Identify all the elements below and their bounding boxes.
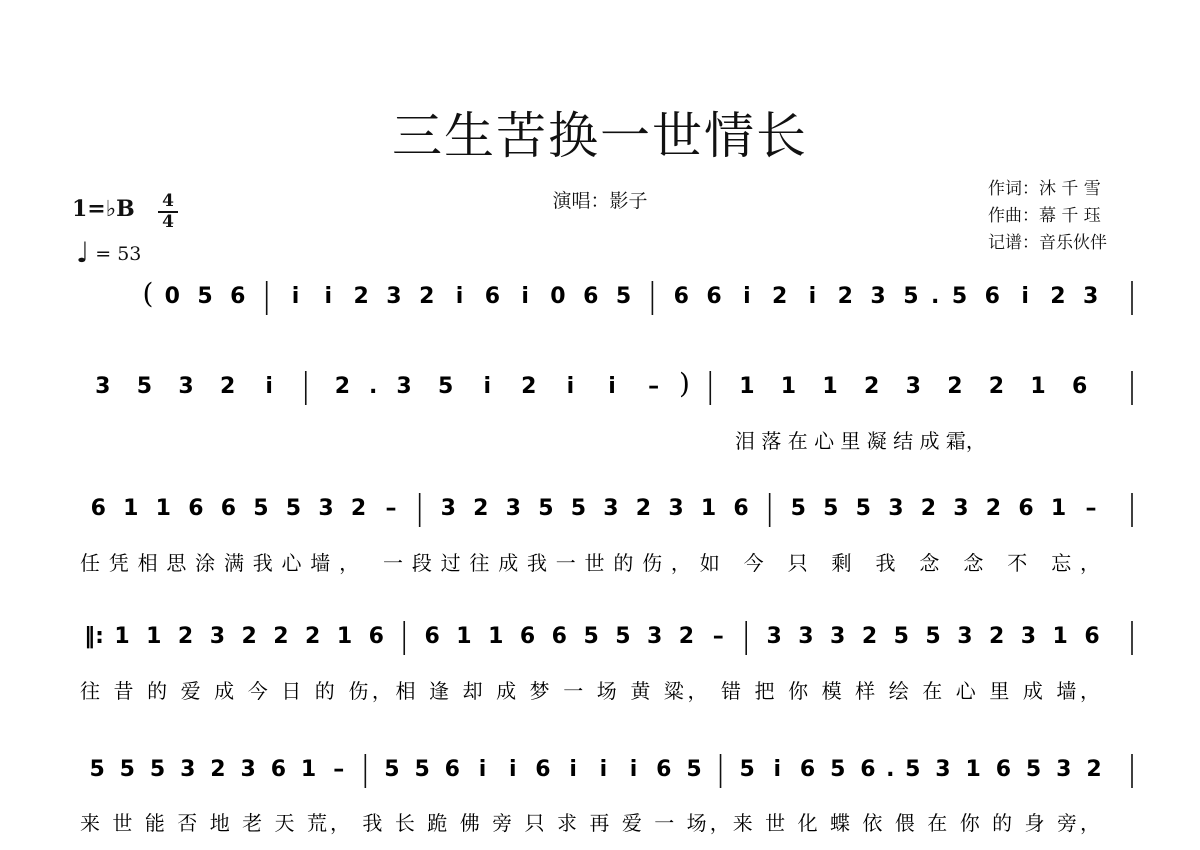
note: 3 bbox=[1083, 284, 1099, 309]
note: 3 bbox=[209, 624, 226, 649]
note: i bbox=[508, 757, 517, 782]
note: i bbox=[569, 757, 577, 782]
note: 5 bbox=[89, 757, 105, 782]
note: 2 bbox=[177, 624, 194, 649]
note: 3 bbox=[668, 496, 684, 521]
note: 5 bbox=[855, 496, 871, 521]
note: 6 bbox=[220, 496, 237, 521]
note: 3 bbox=[1020, 624, 1037, 649]
note: 6 bbox=[484, 284, 501, 309]
dash: – bbox=[1085, 496, 1097, 521]
note: 2 bbox=[988, 374, 1005, 399]
repeat-sign: ‖: bbox=[84, 624, 104, 649]
lyric-line: 往 昔 的 爱 成 今 日 的 伤，相 逢 却 成 梦 一 场 黄 粱， 错 把 你 模 样 绘 在 心 里 成 墙， bbox=[80, 679, 1100, 703]
note: 2 bbox=[861, 624, 878, 649]
note: 2 bbox=[334, 374, 351, 399]
note: 3 bbox=[798, 624, 814, 649]
score-row bbox=[80, 754, 1132, 835]
note: 5 bbox=[285, 496, 302, 521]
note: i bbox=[808, 284, 817, 309]
note: 6 bbox=[799, 757, 816, 782]
note: i bbox=[483, 374, 491, 399]
note: 2 bbox=[419, 284, 435, 309]
note: 1 bbox=[739, 374, 755, 399]
note: 3 bbox=[95, 374, 111, 399]
quarter-note-icon: ♩ bbox=[76, 236, 90, 269]
note: 3 bbox=[178, 374, 194, 399]
score-row bbox=[142, 277, 1132, 315]
note: 1 bbox=[336, 624, 353, 649]
note: 6 bbox=[860, 757, 876, 782]
note: 5 bbox=[739, 757, 755, 782]
note: 5 bbox=[437, 374, 454, 399]
note: 1 bbox=[123, 496, 139, 521]
note: 3 bbox=[603, 496, 619, 521]
note: 1 bbox=[1030, 374, 1046, 399]
note: 2 bbox=[1050, 284, 1066, 309]
note: 2 bbox=[947, 374, 963, 399]
dot: . bbox=[931, 284, 940, 309]
note: 1 bbox=[456, 624, 472, 649]
dash: – bbox=[385, 496, 397, 521]
note: 1 bbox=[822, 374, 838, 399]
note: 5 bbox=[925, 624, 941, 649]
tempo-value: 53 bbox=[117, 243, 142, 265]
note: 2 bbox=[771, 284, 788, 309]
note: 2 bbox=[353, 284, 369, 309]
lyric-line: 泪 落 在 心 里 凝 结 成 霜， bbox=[735, 429, 986, 453]
note: i bbox=[599, 757, 608, 782]
note: 3 bbox=[505, 496, 521, 521]
note: i bbox=[566, 374, 575, 399]
note: i bbox=[291, 284, 300, 309]
note: 5 bbox=[951, 284, 968, 309]
note: 1 bbox=[146, 624, 162, 649]
note: 5 bbox=[136, 374, 153, 399]
score-row bbox=[80, 621, 1132, 703]
note: 6 bbox=[706, 284, 722, 309]
note: 3 bbox=[396, 374, 412, 399]
note: 1 bbox=[780, 374, 797, 399]
note: 3 bbox=[953, 496, 969, 521]
note: 1 bbox=[300, 757, 317, 782]
note: 2 bbox=[863, 374, 880, 399]
note: 5 bbox=[538, 496, 554, 521]
note: 2 bbox=[219, 374, 236, 399]
note: 2 bbox=[273, 624, 289, 649]
note: i bbox=[324, 284, 333, 309]
note: 5 bbox=[414, 757, 430, 782]
note: 3 bbox=[386, 284, 402, 309]
note: 6 bbox=[1018, 496, 1034, 521]
note: 3 bbox=[1056, 757, 1072, 782]
note: i bbox=[629, 757, 638, 782]
note: 5 bbox=[830, 757, 846, 782]
note: 1 bbox=[1052, 624, 1068, 649]
note: i bbox=[521, 284, 529, 309]
score-rows bbox=[80, 277, 1132, 835]
note: 1 bbox=[488, 624, 504, 649]
note: 5 bbox=[1025, 757, 1042, 782]
note: 1 bbox=[114, 624, 130, 649]
note: 3 bbox=[905, 374, 921, 399]
note: 2 bbox=[635, 496, 652, 521]
transcriber-credit: 记谱：音乐伙伴 bbox=[988, 233, 1107, 253]
note: 5 bbox=[570, 496, 587, 521]
key-signature: 1=♭B bbox=[72, 196, 135, 222]
note: 6 bbox=[519, 624, 536, 649]
note: 5 bbox=[615, 624, 631, 649]
note: 5 bbox=[384, 757, 400, 782]
note: 5 bbox=[903, 284, 919, 309]
note: 3 bbox=[180, 757, 196, 782]
note: 6 bbox=[733, 496, 749, 521]
note: i bbox=[455, 284, 464, 309]
note: 3 bbox=[766, 624, 782, 649]
singer-credit: 演唱：影子 bbox=[552, 190, 648, 212]
note: i bbox=[265, 374, 273, 399]
paren: ( bbox=[142, 277, 154, 310]
lyric-line: 任凭相思涂满我心墙， 一段过往成我一世的伤，如 今 只 剩 我 念 念 不 忘， bbox=[80, 551, 1100, 575]
note: 0 bbox=[164, 284, 180, 309]
note: 5 bbox=[197, 284, 213, 309]
dot: . bbox=[886, 757, 895, 782]
time-signature-top: 4 bbox=[162, 191, 174, 211]
note: 5 bbox=[149, 757, 166, 782]
note: 5 bbox=[615, 284, 632, 309]
note: 6 bbox=[984, 284, 1000, 309]
note: 6 bbox=[270, 757, 287, 782]
note: 5 bbox=[790, 496, 806, 521]
note: 5 bbox=[893, 624, 909, 649]
note: 1 bbox=[155, 496, 171, 521]
note: 3 bbox=[870, 284, 886, 309]
note: 6 bbox=[535, 757, 551, 782]
note: 3 bbox=[888, 496, 904, 521]
note: 5 bbox=[253, 496, 269, 521]
note: 5 bbox=[823, 496, 839, 521]
note: 5 bbox=[686, 757, 702, 782]
dot: . bbox=[369, 374, 378, 399]
note: 3 bbox=[318, 496, 334, 521]
note: 5 bbox=[905, 757, 921, 782]
note: 0 bbox=[550, 284, 566, 309]
note: 2 bbox=[473, 496, 489, 521]
note: 1 bbox=[965, 757, 981, 782]
note: 2 bbox=[920, 496, 937, 521]
note: 3 bbox=[957, 624, 973, 649]
note: 6 bbox=[444, 757, 460, 782]
note: 2 bbox=[210, 757, 226, 782]
note: 6 bbox=[90, 496, 106, 521]
note: 5 bbox=[583, 624, 599, 649]
note: i bbox=[773, 757, 782, 782]
note: 6 bbox=[424, 624, 440, 649]
note: 6 bbox=[188, 496, 204, 521]
note: i bbox=[608, 374, 616, 399]
note: 6 bbox=[583, 284, 599, 309]
score-row bbox=[95, 367, 1132, 453]
score-row bbox=[80, 493, 1132, 575]
dash: – bbox=[712, 624, 724, 649]
tempo-marking: ♩ = 53 bbox=[76, 236, 142, 269]
note: 5 bbox=[119, 757, 135, 782]
note: 6 bbox=[1084, 624, 1100, 649]
note: 6 bbox=[673, 284, 689, 309]
note: 6 bbox=[230, 284, 246, 309]
note: 2 bbox=[1086, 757, 1102, 782]
dash: – bbox=[333, 757, 345, 782]
note: 6 bbox=[368, 624, 384, 649]
note: 6 bbox=[656, 757, 672, 782]
note: i bbox=[743, 284, 751, 309]
composer-credit: 作曲：幕 千 珏 bbox=[988, 206, 1101, 226]
note: 6 bbox=[551, 624, 567, 649]
song-title: 三生苦换一世情长 bbox=[392, 107, 808, 165]
note: 1 bbox=[1050, 496, 1067, 521]
lyric-line: 来 世 能 否 地 老 天 荒， 我 长 跪 佛 旁 只 求 再 爱 一 场，来 世 化 蝶 依 偎 在 你 的 身 旁， bbox=[80, 811, 1100, 835]
note: 6 bbox=[995, 757, 1012, 782]
note: 2 bbox=[521, 374, 537, 399]
note: 3 bbox=[647, 624, 663, 649]
note: i bbox=[478, 757, 487, 782]
note: 6 bbox=[1071, 374, 1088, 399]
note: 1 bbox=[700, 496, 717, 521]
note: 2 bbox=[678, 624, 695, 649]
note: 3 bbox=[935, 757, 951, 782]
note: 2 bbox=[837, 284, 853, 309]
paren: ) bbox=[678, 367, 690, 400]
note: 3 bbox=[240, 757, 256, 782]
time-signature-bottom: 4 bbox=[158, 211, 178, 232]
note: 2 bbox=[241, 624, 257, 649]
note: 2 bbox=[988, 624, 1005, 649]
note: 2 bbox=[305, 624, 321, 649]
dash: – bbox=[648, 374, 660, 399]
lyricist-credit: 作词：沐 千 雪 bbox=[988, 179, 1101, 199]
note: 2 bbox=[985, 496, 1002, 521]
note: 2 bbox=[350, 496, 367, 521]
note: 3 bbox=[830, 624, 846, 649]
note: 3 bbox=[440, 496, 456, 521]
note: i bbox=[1021, 284, 1029, 309]
